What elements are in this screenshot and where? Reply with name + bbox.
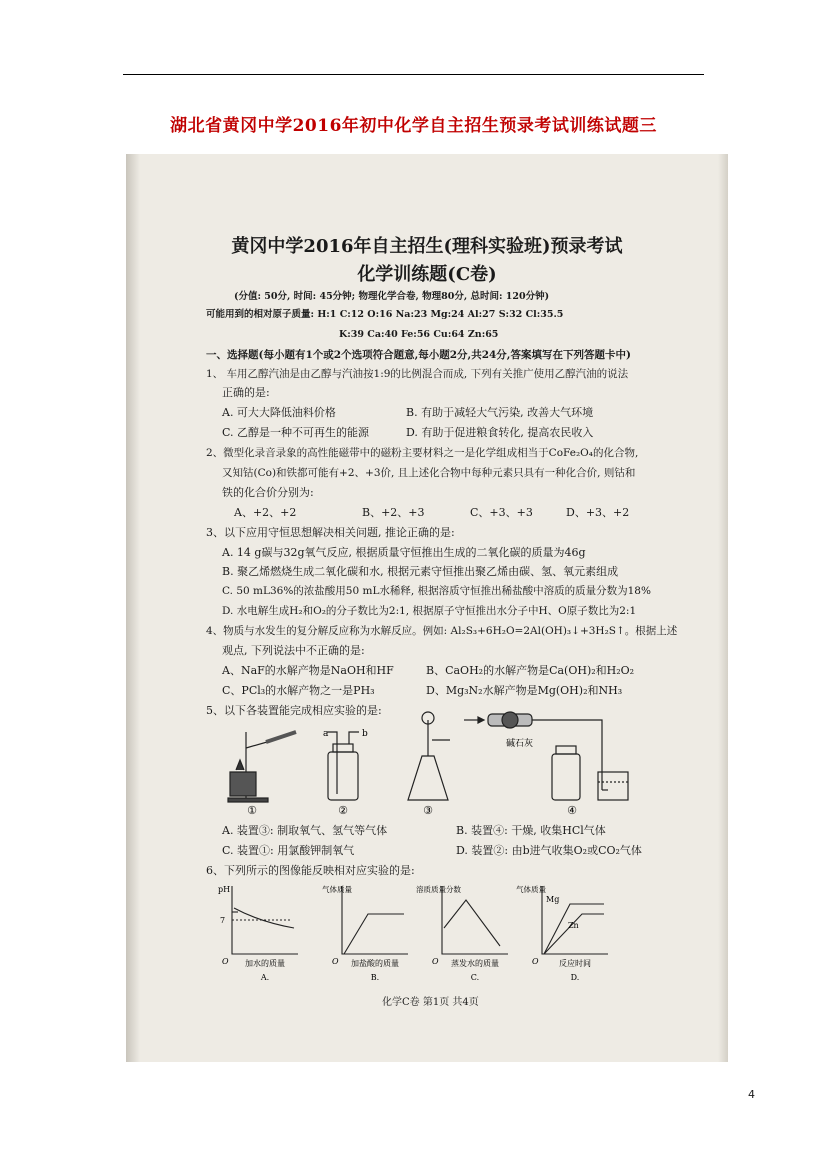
- q5-stem: 5、以下各装置能完成相应实验的是:: [206, 704, 382, 717]
- q2-option-b: B、+2、+3: [362, 506, 425, 519]
- graph-a-origin: O: [222, 957, 229, 966]
- q4-stem: 4、物质与水发生的复分解反应称为水解反应。例如: Al₂S₃+6H₂O=2Al(OH)₃↓+3H₂S↑。根据上述: [206, 625, 678, 637]
- q5-option-b: B. 装置④: 干燥, 收集HCl气体: [456, 824, 606, 837]
- fig2-a-label: a: [323, 729, 329, 739]
- section-heading: 一、选择题(每小题有1个或2个选项符合题意,每小题2分,共24分,答案填写在下列答题卡中): [206, 349, 631, 361]
- q4-option-c: C、PCl₃的水解产物之一是PH₃: [222, 684, 375, 697]
- graph-d-caption: D.: [570, 973, 580, 982]
- graph-d-series-zn: Zn: [568, 921, 579, 930]
- graph-d-origin: O: [532, 957, 539, 966]
- exam-title: 黄冈中学2016年自主招生(理科实验班)预录考试: [231, 236, 623, 257]
- apparatus-4: [464, 712, 628, 800]
- scanned-exam-page: [126, 154, 728, 1062]
- q2-stem-cont: 又知钴(Co)和铁都可能有+2、+3价, 且上述化合物中每种元素只具有一种化合价, 则钴和: [222, 467, 636, 479]
- q5-option-c: C. 装置①: 用氯酸钾制氧气: [222, 844, 355, 857]
- fig3-label: ③: [423, 804, 433, 817]
- graph-d-ylabel: 气体质量: [516, 885, 546, 894]
- q1-option-b: B. 有助于减轻大气污染, 改善大气环境: [406, 406, 594, 419]
- q4-option-b: B、CaOH₂的水解产物是Ca(OH)₂和H₂O₂: [426, 664, 635, 677]
- q1-option-c: C. 乙醇是一种不可再生的能源: [222, 426, 370, 439]
- q4-option-a: A、NaF的水解产物是NaOH和HF: [222, 664, 394, 677]
- q3-option-a: A. 14 g碳与32g氧气反应, 根据质量守恒推出生成的二氧化碳的质量为46g: [222, 546, 586, 559]
- q1-option-a: A. 可大大降低油料价格: [222, 406, 336, 419]
- header-rule: [123, 74, 704, 75]
- q6-graphs: [210, 882, 630, 982]
- q2-stem: 2、微型化录音录象的高性能磁带中的磁粉主要材料之一是化学组成相当于CoFe₂O₄的化合物,: [206, 447, 639, 459]
- atomic-mass-line2: K:39 Ca:40 Fe:56 Cu:64 Zn:65: [339, 329, 499, 340]
- fig2-b-label: b: [362, 729, 368, 739]
- graph-c-xlabel: 蒸发水的质量: [451, 959, 499, 968]
- graph-c-origin: O: [432, 957, 439, 966]
- graph-b-ylabel: 气体质量: [322, 885, 352, 894]
- fig4-soda-lime-label: 碱石灰: [506, 739, 534, 749]
- fig4-label: ④: [567, 804, 577, 817]
- apparatus-3: [408, 712, 450, 800]
- apparatus-1: [228, 732, 296, 802]
- exam-subtitle: 化学训练题(C卷): [357, 264, 497, 285]
- q1-stem: 1、 车用乙醇汽油是由乙醇与汽油按1:9的比例混合而成, 下列有关推广使用乙醇汽油的说法: [206, 368, 629, 380]
- document-title: 湖北省黄冈中学2016年初中化学自主招生预录考试训练试题三: [170, 116, 657, 136]
- apparatus-figures: [206, 710, 666, 820]
- graph-b-xlabel: 加盐酸的质量: [351, 959, 399, 968]
- fig1-label: ①: [247, 804, 257, 817]
- graph-a: [232, 886, 298, 954]
- graph-c: [442, 886, 508, 954]
- graph-b: [342, 886, 408, 954]
- q3-stem: 3、以下应用守恒思想解决相关问题, 推论正确的是:: [206, 526, 455, 539]
- q4-stem-cont: 观点, 下列说法中不正确的是:: [222, 644, 365, 657]
- page-number: 4: [748, 1088, 755, 1101]
- q5-option-d: D. 装置②: 由b进气收集O₂或CO₂气体: [456, 844, 642, 857]
- graph-c-ylabel: 溶质质量分数: [416, 885, 461, 894]
- q3-option-c: C. 50 mL36%的浓盐酸用50 mL水稀释, 根据溶质守恒推出稀盐酸中溶质的质量分数为18%: [222, 585, 651, 597]
- graph-a-xlabel: 加水的质量: [245, 959, 285, 968]
- q3-option-b: B. 聚乙烯燃烧生成二氧化碳和水, 根据元素守恒推出聚乙烯由碳、氢、氧元素组成: [222, 565, 619, 578]
- atomic-mass-line1: 可能用到的相对原子质量: H:1 C:12 O:16 Na:23 Mg:24 Al:27 S:32 Cl:35.5: [206, 309, 564, 320]
- exam-footer: 化学C卷 第1页 共4页: [382, 997, 479, 1008]
- exam-meta: (分值: 50分, 时间: 45分钟; 物理化学合卷, 物理80分, 总时间: 120分钟): [234, 291, 550, 302]
- graph-a-ytick: 7: [220, 916, 226, 925]
- q4-option-d: D、Mg₃N₂水解产物是Mg(OH)₂和NH₃: [426, 684, 623, 697]
- apparatus-2: [327, 732, 359, 800]
- q2-option-d: D、+3、+2: [566, 506, 630, 519]
- graph-b-caption: B.: [370, 973, 380, 982]
- q3-option-d: D. 水电解生成H₂和O₂的分子数比为2:1, 根据原子守恒推出水分子中H、O原子数比为2:1: [222, 605, 637, 617]
- q5-option-a: A. 装置③: 制取氧气、氢气等气体: [222, 824, 388, 837]
- q2-option-a: A、+2、+2: [234, 506, 297, 519]
- graph-d-series-mg: Mg: [546, 895, 560, 904]
- graph-b-origin: O: [332, 957, 339, 966]
- q1-option-d: D. 有助于促进粮食转化, 提高农民收入: [406, 426, 594, 439]
- graph-c-caption: C.: [470, 973, 480, 982]
- q1-stem-cont: 正确的是:: [222, 386, 270, 399]
- fig2-label: ②: [338, 804, 348, 817]
- graph-a-ylabel: pH: [218, 885, 231, 894]
- q6-stem: 6、下列所示的图像能反映相对应实验的是:: [206, 864, 415, 877]
- q2-option-c: C、+3、+3: [470, 506, 533, 519]
- graph-a-caption: A.: [260, 973, 270, 982]
- q2-stem-cont2: 铁的化合价分别为:: [222, 486, 314, 499]
- graph-d-xlabel: 反应时间: [559, 959, 591, 968]
